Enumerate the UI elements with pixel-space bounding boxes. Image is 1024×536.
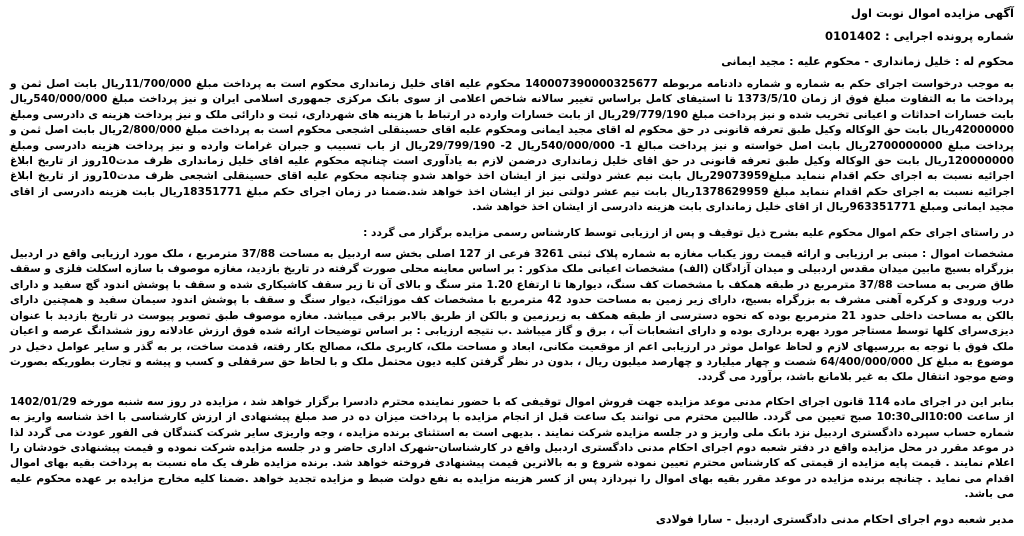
- file-number: شماره پرونده اجرایی : 0101402: [824, 29, 1014, 43]
- notice-title: آگهی مزایده اموال نوبت اول: [850, 6, 1014, 20]
- property-description-paragraph: مشخصات اموال : مبنی بر ارزیابی و ارائه قیمت روز یکباب مغازه به شماره پلاک ثبتی 3261 فرعی از 127 اصلی بخش سه اردبیل به مساحت 37/88 مترمربع ، ملک مورد ارزیابی واقع در اردبیل بزرگراه بسیج مابین میدان مقدس اردبیلی و میدان آزادگان (الف) مشخصات اعیانی ملک مذکور : بر اساس معاینه محلی صورت گرفته در تاریخ بازدید، مغازه موصوف با سازه اسکلت فلزی و سقف طاق ضربی به مساحت 37/88 مترمربع در طبقه همکف با مشخصات کف سنگ، دیوارها تا ارتفاع 1.20 متر سنگ و بالای آن تا زیر سقف کاشیکاری شده و سقف با پوشش اندود گچ سفید و دارای درب ورودی و کرکره آهنی مشرف به بزرگراه بسیج، دارای زیر زمین به مساحت حدود 42 مترمربع با مشخصات کف موزائیک، دیوار سنگ و سقف با پوشش اندود سیمان سفید و همچنین دارای بالکن به مساحت داخلی حدود 21 مترمربع بوده که نحوه دسترسی از طبقه همکف به زیرزمین و بالکن از طریق بالابر برقی میباشد. مغازه موصوف طبق تصویر پیوست در تاریخ بازدید با عنوان دیزی‌سرای کلها توسط مستاجر مورد بهره برداری بوده و دارای انشعابات آب ، برق و گاز میباشد .ب نتیجه ارزیابی : بر اساس توضیحات ارائه شده فوق ارزش عادلانه روز ششدانگ عرصه و اعیان ملک فوق با توجه به بررسیهای لازم و لحاظ عوامل موثر در ارزیابی اعم از موقعیت مکانی، ابعاد و مساحت ملک، کاربری ملک، مصالح بکار رفته، قدمت ساخت، بر به گذر و سایر عوامل دخیل در موضوع به مبلغ کل 64/400/000/000 شصت و چهار میلیارد و چهارصد میلیون ریال ، بدون در نظر گرفتن کلیه دیون محتمل ملک و با لحاظ حق سرقفلی و کسب و پیشه و تجارت بطوریکه بصورت وضع موجود انتقال ملک به غیر بلامانع باشد، برآورد می گردد.: [10, 248, 1015, 384]
- signature-line: مدیر شعبه دوم اجرای احکام مدنی دادگستری اردبیل - سارا فولادی: [655, 512, 1014, 526]
- auction-terms-paragraph: بنابر این در اجرای ماده 114 قانون اجرای احکام مدنی موعد مزایده جهت فروش اموال توقیفی که با حضور نماینده محترم دادسرا برگزار خواهد شد ، مزایده در روز سه شنبه مورخه 1402/01/29 از ساعت 10:00الی10:30 صبح تعیین می گردد. طالبین محترم می توانند یک ساعت قبل از انجام مزایده با پرداخت میزان ده در صد مبلغ پیشنهادی از ارزش کارشناسی با اخذ شناسه واریز به شماره حساب سپرده دادگستری اردبیل نزد بانک ملی واریز و در جلسه مزایده شرکت نمایند . بدیهی است به استثنای برنده مزایده ، وجه واریزی سایر شرکت کنندگان فی الفور عودت می گردد لذا در موعد مقرر در محل مزایده واقع در دفتر شعبه دوم اجرای احکام مدنی دادگستری اردبیل واقع در کارشناسان-شهرک اداری حاضر و در جلسه مزایده شرکت نموده و قیمت پیشنهادی خودشان را اعلام نمایند . قیمت پایه مزایده از قیمتی که کارشناس محترم تعیین نموده شروع و به بالاترین قیمت پیشنهادی فروخته خواهد شد. برنده مزایده ظرف یک ماه نسبت به پرداخت بقیه بهای اموال اقدام می نماید . چنانچه برنده مزایده در موعد مقرر بقیه بهای اموال را نپردازد پس از کسر هزینه مزایده به نفع دولت ضبط و مزایده تجدید خواهد .ضمنا کلیه مخارج مزایده بر عهده محکوم علیه می باشد.: [10, 395, 1014, 501]
- seizure-paragraph: در راستای اجرای حکم اموال محکوم علیه بشرح ذیل توقیف و پس از ارزیابی توسط کارشناس رسمی مزایده برگزار می گردد :: [363, 226, 1014, 239]
- judgment-paragraph: به موجب درخواست اجرای حکم به شماره و شماره دادنامه مربوطه 140007390000325677 محکوم علیه اقای خلیل زمانداری محکوم است به پرداخت مبلغ 11/700/000ریال بابت اصل ثمن و پرداخت ما به التفاوت مبلغ فوق از زمان 1373/5/10 تا استیفای کامل براساس تغییر سالانه شاخص اعلامی از سوی بانک مرکزی جمهوری اسلامی ایران و نیز پرداخت مبلغ 540/000/000ریال بابت خسارات احداثات و اعیانی تخریب شده و نیز پرداخت مبلغ 29/779/190ریال از بابت خسارات وارده در ارتباط با هزینه های شهرداری، ثبت و دارائی ملک و نیز پرداخت هزینه ی دادرسی ومبلغ 42000000ریال بابت حق الوکاله وکیل طبق تعرفه قانونی در حق محکوم له اقای مجید ایمانی ومحکوم علیه اقای حسینقلی اشجعی محکوم است به پرداخت مبلغ 2/800/000ریال بابت اصل ثمن و پرداخت مبلغ 2700000000ریال بابت اصل خواسته و نیز پرداخت مبالغ 1- 540/000/000ریال 2- 29/799/190ریال از باب تسبیب و جبران غرامات وارده و نیز پرداخت هزینه دادرسی ومبلغ 120000000ریال بابت حق الوکاله وکیل طبق تعرفه قانونی در حق اقای خلیل زمانداری درضمن لازم به یادآوری است چنانچه محکوم علیه اقای خلیل زمانداری ظرف مدت10روز از تاریخ ابلاغ اجرائیه نسبت به اجرای حکم اقدام ننماید مبلغ29073959ریال بابت نیم عشر دولتی نیز از ایشان اخذ خواهد شدو چنانچه محکوم علیه اقای حسینقلی اشجعی ظرف مدت10روز از تاریخ ابلاغ اجرائیه نسبت به اجرای حکم اقدام ننماید مبلغ 1378629959ریال بابت نیم عشر دولتی نیز از ایشان اخذ خواهد شد.ضمنا در زمان اجرای حکم مبلغ 18351771ریال بابت هزینه دادرسی از اقای مجید ایمانی ومبلغ 963351771ریال از اقای خلیل زمانداری بابت هزینه دادرسی از ایشان اخذ خواهد شد.: [10, 78, 1015, 214]
- parties-line: محکوم له : خلیل زمانداری - محکوم علیه : مجید ایمانی: [721, 55, 1014, 68]
